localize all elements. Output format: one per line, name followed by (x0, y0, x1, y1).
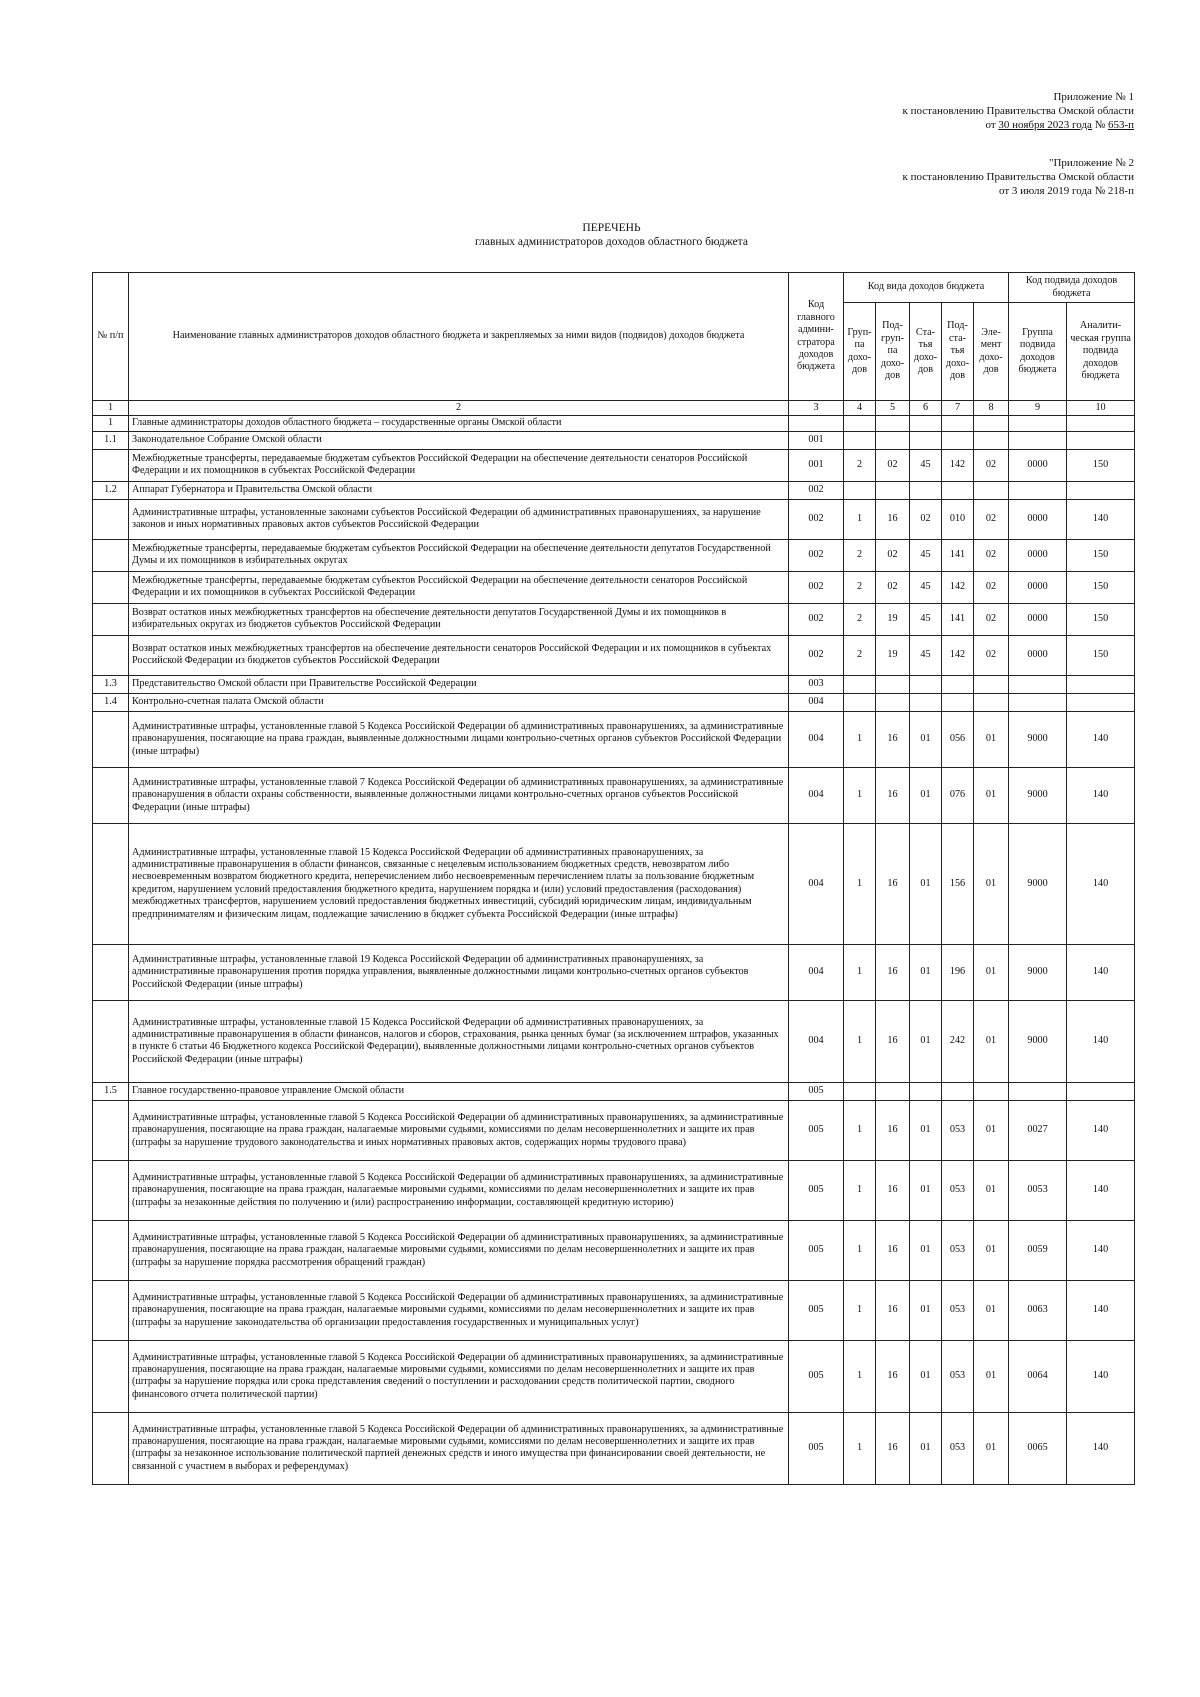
row-subkind-code (1009, 693, 1067, 711)
row-admin-code: 002 (789, 481, 844, 499)
row-subkind-code: 9000 (1009, 1000, 1067, 1082)
col-number: 4 (844, 401, 876, 416)
row-analytic: 140 (1067, 1100, 1135, 1160)
row-element: 01 (974, 1412, 1009, 1484)
row-analytic: 140 (1067, 1280, 1135, 1340)
row-group: 2 (844, 539, 876, 571)
row-num (93, 571, 129, 603)
row-name: Административные штрафы, установленные главой 5 Кодекса Российской Федерации об административных правонарушениях, за административные правонарушения, посягающие на права граждан, выявленные должностными лицами контрольно-счетных органов субъектов Российской Федерации (иные штрафы) (129, 711, 789, 767)
row-subgroup: 16 (876, 1160, 910, 1220)
row-group (844, 675, 876, 693)
row-element: 01 (974, 1340, 1009, 1412)
row-num (93, 711, 129, 767)
row-subgroup: 16 (876, 1100, 910, 1160)
row-name: Контрольно-счетная палата Омской области (129, 693, 789, 711)
header-subkind-group: Код подвида доходов бюджета (1009, 273, 1135, 303)
row-num: 1 (93, 416, 129, 431)
row-subarticle: 053 (942, 1280, 974, 1340)
row-subgroup: 16 (876, 767, 910, 823)
row-analytic: 150 (1067, 635, 1135, 675)
table-row (93, 416, 1135, 431)
row-subkind-code: 9000 (1009, 767, 1067, 823)
row-name: Административные штрафы, установленные главой 5 Кодекса Российской Федерации об административных правонарушениях, за административные правонарушения, посягающие на права граждан, налагаемые мировыми судьями, комиссиями по делам несовершеннолетних и защите их прав (штрафы за незаконное использование политической партией денежных средств и иного имущества при финансировании своей деятельности, не связанной с участием в выборах и референдумах) (129, 1412, 789, 1484)
row-name: Межбюджетные трансферты, передаваемые бюджетам субъектов Российской Федерации на обеспечение деятельности сенаторов Российской Федерации и их помощников в субъектах Российской Федерации (129, 449, 789, 481)
appendix-2-line1: "Приложение № 2 (1048, 157, 1134, 169)
table-row (93, 1160, 1135, 1220)
row-admin-code: 004 (789, 693, 844, 711)
row-subkind-code: 0000 (1009, 603, 1067, 635)
row-admin-code: 004 (789, 823, 844, 944)
row-element: 01 (974, 1160, 1009, 1220)
row-subarticle (942, 1082, 974, 1100)
row-element: 01 (974, 1100, 1009, 1160)
appendix-1-date: 30 ноября 2023 года (998, 119, 1092, 131)
row-subkind-code: 0000 (1009, 635, 1067, 675)
row-name: Межбюджетные трансферты, передаваемые бюджетам субъектов Российской Федерации на обеспечение деятельности сенаторов Российской Федерации и их помощников в субъектах Российской Федерации (129, 571, 789, 603)
header-subgroup: Под-груп-па дохо-дов (876, 303, 910, 401)
row-element: 02 (974, 499, 1009, 539)
row-subarticle: 141 (942, 603, 974, 635)
row-subgroup (876, 416, 910, 431)
row-num: 1.5 (93, 1082, 129, 1100)
row-admin-code: 004 (789, 1000, 844, 1082)
table-row (93, 499, 1135, 539)
table-row (93, 823, 1135, 944)
row-group: 1 (844, 711, 876, 767)
row-subarticle (942, 431, 974, 449)
row-subkind-code: 0064 (1009, 1340, 1067, 1412)
row-admin-code (789, 416, 844, 431)
row-article: 45 (910, 603, 942, 635)
row-admin-code: 005 (789, 1100, 844, 1160)
row-analytic: 150 (1067, 539, 1135, 571)
table-row (93, 1280, 1135, 1340)
row-name: Представительство Омской области при Правительстве Российской Федерации (129, 675, 789, 693)
row-admin-code: 005 (789, 1412, 844, 1484)
row-subkind-code (1009, 416, 1067, 431)
row-group: 1 (844, 1340, 876, 1412)
row-subarticle: 142 (942, 571, 974, 603)
row-analytic (1067, 693, 1135, 711)
column-numbers-row (93, 401, 1135, 416)
row-admin-code: 005 (789, 1160, 844, 1220)
row-num: 1.2 (93, 481, 129, 499)
table-row (93, 711, 1135, 767)
appendix-1-line2: к постановлению Правительства Омской области (902, 105, 1134, 117)
row-subkind-code: 0000 (1009, 499, 1067, 539)
row-subkind-code (1009, 675, 1067, 693)
row-element: 01 (974, 767, 1009, 823)
row-subarticle: 196 (942, 944, 974, 1000)
row-num (93, 539, 129, 571)
row-subkind-code (1009, 481, 1067, 499)
row-article: 45 (910, 539, 942, 571)
row-group (844, 1082, 876, 1100)
row-article: 01 (910, 767, 942, 823)
row-analytic: 140 (1067, 499, 1135, 539)
row-num (93, 1412, 129, 1484)
table-row (93, 603, 1135, 635)
row-subgroup: 16 (876, 1280, 910, 1340)
row-group: 1 (844, 944, 876, 1000)
row-element: 01 (974, 1280, 1009, 1340)
row-admin-code: 005 (789, 1082, 844, 1100)
row-element: 02 (974, 539, 1009, 571)
row-name: Административные штрафы, установленные главой 19 Кодекса Российской Федерации об административных правонарушениях, за административные правонарушения против порядка управления, выявленные должностными лицами контрольно-счетных органов субъектов Российской Федерации (иные штрафы) (129, 944, 789, 1000)
row-group: 1 (844, 1000, 876, 1082)
row-subgroup: 19 (876, 635, 910, 675)
row-subkind-code (1009, 1082, 1067, 1100)
header-article: Ста-тья дохо-дов (910, 303, 942, 401)
row-subkind-code: 9000 (1009, 944, 1067, 1000)
row-article: 01 (910, 823, 942, 944)
row-num (93, 603, 129, 635)
row-element: 02 (974, 449, 1009, 481)
row-subarticle: 053 (942, 1160, 974, 1220)
row-group: 1 (844, 767, 876, 823)
row-article: 01 (910, 1100, 942, 1160)
row-article: 01 (910, 1160, 942, 1220)
row-admin-code: 005 (789, 1220, 844, 1280)
row-num (93, 1220, 129, 1280)
row-element (974, 431, 1009, 449)
row-article (910, 481, 942, 499)
row-element: 01 (974, 1000, 1009, 1082)
appendix-1-header (903, 90, 1134, 132)
row-subarticle: 141 (942, 539, 974, 571)
row-group: 2 (844, 635, 876, 675)
row-group (844, 416, 876, 431)
row-subarticle: 242 (942, 1000, 974, 1082)
row-element: 01 (974, 1220, 1009, 1280)
row-element (974, 416, 1009, 431)
header-num: № п/п (93, 273, 129, 401)
appendix-2-header (903, 156, 1134, 198)
row-subgroup: 16 (876, 1000, 910, 1082)
table-row (93, 1100, 1135, 1160)
row-admin-code: 002 (789, 539, 844, 571)
row-subgroup: 02 (876, 449, 910, 481)
table-row (93, 675, 1135, 693)
appendix-1-line3: от 30 ноября 2023 года № 653-п (985, 119, 1134, 131)
row-article: 45 (910, 449, 942, 481)
table-row (93, 767, 1135, 823)
row-subarticle: 053 (942, 1100, 974, 1160)
row-subgroup (876, 1082, 910, 1100)
col-number: 5 (876, 401, 910, 416)
row-subgroup: 16 (876, 944, 910, 1000)
row-analytic: 140 (1067, 1340, 1135, 1412)
row-subarticle: 053 (942, 1220, 974, 1280)
row-element: 02 (974, 571, 1009, 603)
row-element: 01 (974, 711, 1009, 767)
appendix-2-line2: к постановлению Правительства Омской области (902, 171, 1134, 183)
col-number: 2 (129, 401, 789, 416)
row-subkind-code: 0059 (1009, 1220, 1067, 1280)
row-admin-code: 002 (789, 499, 844, 539)
row-subkind-code: 0000 (1009, 571, 1067, 603)
header-kind-group: Код вида доходов бюджета (844, 273, 1009, 303)
row-subarticle: 076 (942, 767, 974, 823)
row-group: 1 (844, 1280, 876, 1340)
row-num: 1.4 (93, 693, 129, 711)
row-group: 2 (844, 449, 876, 481)
col-number: 6 (910, 401, 942, 416)
row-num (93, 944, 129, 1000)
row-num (93, 1340, 129, 1412)
row-analytic: 150 (1067, 449, 1135, 481)
row-num (93, 635, 129, 675)
row-article: 45 (910, 635, 942, 675)
col-number: 9 (1009, 401, 1067, 416)
row-article: 02 (910, 499, 942, 539)
header-name: Наименование главных администраторов доходов областного бюджета и закрепляемых за ними видов (подвидов) доходов бюджета (129, 273, 789, 401)
row-element (974, 1082, 1009, 1100)
row-subarticle: 142 (942, 449, 974, 481)
row-subkind-code: 0053 (1009, 1160, 1067, 1220)
row-admin-code: 002 (789, 635, 844, 675)
row-num (93, 1000, 129, 1082)
row-name: Главные администраторы доходов областного бюджета – государственные органы Омской области (129, 416, 789, 431)
row-group: 2 (844, 603, 876, 635)
row-subgroup: 19 (876, 603, 910, 635)
row-subgroup: 16 (876, 1220, 910, 1280)
row-subgroup: 16 (876, 711, 910, 767)
title-main: ПЕРЕЧЕНЬ (582, 222, 641, 234)
row-subarticle: 156 (942, 823, 974, 944)
row-subarticle (942, 481, 974, 499)
header-element: Эле-мент дохо-дов (974, 303, 1009, 401)
row-name: Возврат остатков иных межбюджетных трансфертов на обеспечение деятельности депутатов Государственной Думы и их помощников в избирательных округах из бюджетов субъектов Российской Федерации (129, 603, 789, 635)
row-subgroup: 16 (876, 1340, 910, 1412)
row-analytic: 150 (1067, 603, 1135, 635)
row-subgroup: 02 (876, 571, 910, 603)
row-group: 1 (844, 1412, 876, 1484)
row-num (93, 767, 129, 823)
row-name: Административные штрафы, установленные законами субъектов Российской Федерации об административных правонарушениях, за нарушение законов и иных нормативных правовых актов субъектов Российской Федерации (129, 499, 789, 539)
document-title (0, 221, 1200, 249)
row-subarticle (942, 693, 974, 711)
row-admin-code: 004 (789, 944, 844, 1000)
row-subkind-code: 0063 (1009, 1280, 1067, 1340)
row-name: Межбюджетные трансферты, передаваемые бюджетам субъектов Российской Федерации на обеспечение деятельности депутатов Государственной Думы и их помощников в избирательных округах (129, 539, 789, 571)
row-element: 02 (974, 635, 1009, 675)
title-sub: главных администраторов доходов областного бюджета (475, 236, 748, 248)
row-article: 01 (910, 1000, 942, 1082)
row-subkind-code: 9000 (1009, 711, 1067, 767)
row-group: 1 (844, 1160, 876, 1220)
row-analytic (1067, 416, 1135, 431)
header-subkind-code: Группа подвида доходов бюджета (1009, 303, 1067, 401)
row-name: Административные штрафы, установленные главой 5 Кодекса Российской Федерации об административных правонарушениях, за административные правонарушения, посягающие на права граждан, налагаемые мировыми судьями, комиссиями по делам несовершеннолетних и защите их прав (штрафы за нарушение законодательства об организации предоставления государственных и муниципальных услуг) (129, 1280, 789, 1340)
row-group: 2 (844, 571, 876, 603)
row-name: Административные штрафы, установленные главой 7 Кодекса Российской Федерации об административных правонарушениях, за административные правонарушения в области охраны собственности, выявленные должностными лицами контрольно-счетных органов субъектов Российской Федерации (иные штрафы) (129, 767, 789, 823)
row-subgroup (876, 481, 910, 499)
row-admin-code: 001 (789, 431, 844, 449)
table-row (93, 693, 1135, 711)
row-admin-code: 005 (789, 1280, 844, 1340)
row-analytic: 140 (1067, 767, 1135, 823)
row-name: Возврат остатков иных межбюджетных трансфертов на обеспечение деятельности сенаторов Российской Федерации и их помощников в субъектах Российской Федерации из бюджетов субъектов Российской Федерации (129, 635, 789, 675)
row-group: 1 (844, 1220, 876, 1280)
row-subgroup: 16 (876, 499, 910, 539)
header-analytic: Аналити-ческая группа подвида доходов бюджета (1067, 303, 1135, 401)
row-article: 01 (910, 1412, 942, 1484)
row-num (93, 499, 129, 539)
row-analytic (1067, 675, 1135, 693)
row-subarticle (942, 675, 974, 693)
row-num (93, 449, 129, 481)
row-subgroup (876, 693, 910, 711)
row-article: 01 (910, 1280, 942, 1340)
row-subarticle: 053 (942, 1340, 974, 1412)
row-name: Главное государственно-правовое управление Омской области (129, 1082, 789, 1100)
row-element (974, 481, 1009, 499)
table-row (93, 481, 1135, 499)
row-num (93, 1100, 129, 1160)
row-name: Административные штрафы, установленные главой 5 Кодекса Российской Федерации об административных правонарушениях, за административные правонарушения, посягающие на права граждан, налагаемые мировыми судьями, комиссиями по делам несовершеннолетних и защите их прав (штрафы за нарушение порядка или срока представления сведений о поступлении и расходовании средств политической партии, сводного финансового отчета политической партии) (129, 1340, 789, 1412)
row-analytic: 140 (1067, 823, 1135, 944)
table-body (93, 416, 1135, 1484)
header-subarticle: Под-ста-тья дохо-дов (942, 303, 974, 401)
row-analytic (1067, 431, 1135, 449)
row-element: 02 (974, 603, 1009, 635)
table-row (93, 1220, 1135, 1280)
row-article: 01 (910, 1220, 942, 1280)
row-group: 1 (844, 1100, 876, 1160)
row-subkind-code: 0000 (1009, 539, 1067, 571)
row-subarticle: 053 (942, 1412, 974, 1484)
row-subkind-code (1009, 431, 1067, 449)
table-row (93, 1412, 1135, 1484)
row-name: Административные штрафы, установленные главой 5 Кодекса Российской Федерации об административных правонарушениях, за административные правонарушения, посягающие на права граждан, налагаемые мировыми судьями, комиссиями по делам несовершеннолетних и защите их прав (штрафы за нарушение трудового законодательства и иных нормативных правовых актов, содержащих нормы трудового права) (129, 1100, 789, 1160)
table-row (93, 1000, 1135, 1082)
row-name: Административные штрафы, установленные главой 15 Кодекса Российской Федерации об административных правонарушениях, за административные правонарушения в области финансов, налогов и сборов, страхования, рынка ценных бумаг (за исключением штрафов, указанных в пункте 6 статьи 46 Бюджетного кодекса Российской Федерации), выявленные должностными лицами контрольно-счетных органов субъектов Российской Федерации (иные штрафы) (129, 1000, 789, 1082)
row-analytic: 140 (1067, 1412, 1135, 1484)
row-admin-code: 004 (789, 767, 844, 823)
row-subgroup (876, 675, 910, 693)
col-number: 8 (974, 401, 1009, 416)
table-row (93, 944, 1135, 1000)
appendix-2-line3: от 3 июля 2019 года № 218-п (999, 185, 1134, 197)
row-num (93, 823, 129, 944)
row-article (910, 1082, 942, 1100)
table-row (93, 449, 1135, 481)
row-admin-code: 003 (789, 675, 844, 693)
row-subarticle (942, 416, 974, 431)
row-group (844, 431, 876, 449)
row-article: 01 (910, 1340, 942, 1412)
appendix-1-line1: Приложение № 1 (1053, 91, 1134, 103)
row-analytic: 140 (1067, 711, 1135, 767)
row-group (844, 481, 876, 499)
row-subarticle: 142 (942, 635, 974, 675)
row-element (974, 693, 1009, 711)
revenue-administrators-table (92, 272, 1135, 1485)
row-admin-code: 001 (789, 449, 844, 481)
row-num (93, 1280, 129, 1340)
row-subgroup: 16 (876, 1412, 910, 1484)
row-analytic: 140 (1067, 944, 1135, 1000)
col-number: 10 (1067, 401, 1135, 416)
row-subkind-code: 9000 (1009, 823, 1067, 944)
table-row (93, 1082, 1135, 1100)
col-number: 3 (789, 401, 844, 416)
row-name: Законодательное Собрание Омской области (129, 431, 789, 449)
row-analytic (1067, 481, 1135, 499)
row-analytic: 150 (1067, 571, 1135, 603)
row-num (93, 1160, 129, 1220)
row-article (910, 693, 942, 711)
row-num: 1.1 (93, 431, 129, 449)
header-group: Груп-па дохо-дов (844, 303, 876, 401)
row-num: 1.3 (93, 675, 129, 693)
row-subgroup: 02 (876, 539, 910, 571)
row-element: 01 (974, 823, 1009, 944)
row-analytic: 140 (1067, 1000, 1135, 1082)
row-name: Административные штрафы, установленные главой 15 Кодекса Российской Федерации об административных правонарушениях, за административные правонарушения в области финансов, связанные с нецелевым использованием бюджетных средств, невозвратом либо несвоевременным возвратом бюджетного кредита, неперечислением либо несвоевременным перечислением платы за пользование бюджетным кредитом, нарушением условий предоставления бюджетного кредита, нарушением порядка и (или) условий предоставления (расходования) межбюджетных трансфертов, нарушением условий предоставления бюджетных инвестиций, субсидий юридическим лицам, индивидуальным предпринимателям и физическим лицам, подлежащие зачислению в бюджет субъекта Российской Федерации (иные штрафы) (129, 823, 789, 944)
row-admin-code: 002 (789, 603, 844, 635)
row-subkind-code: 0027 (1009, 1100, 1067, 1160)
row-subarticle: 010 (942, 499, 974, 539)
row-article (910, 416, 942, 431)
table-header (93, 273, 1135, 416)
table-row (93, 635, 1135, 675)
row-subgroup: 16 (876, 823, 910, 944)
row-article (910, 431, 942, 449)
row-element: 01 (974, 944, 1009, 1000)
row-subkind-code: 0000 (1009, 449, 1067, 481)
row-subgroup (876, 431, 910, 449)
row-group: 1 (844, 823, 876, 944)
row-analytic: 140 (1067, 1220, 1135, 1280)
row-article: 01 (910, 711, 942, 767)
header-admin-code: Код главного админи-стратора доходов бюджета (789, 273, 844, 401)
row-subkind-code: 0065 (1009, 1412, 1067, 1484)
row-article: 01 (910, 944, 942, 1000)
row-name: Аппарат Губернатора и Правительства Омской области (129, 481, 789, 499)
row-article (910, 675, 942, 693)
appendix-1-number: 653-п (1107, 119, 1134, 131)
table-row (93, 539, 1135, 571)
row-admin-code: 005 (789, 1340, 844, 1412)
table-row (93, 1340, 1135, 1412)
row-admin-code: 004 (789, 711, 844, 767)
row-group: 1 (844, 499, 876, 539)
col-number: 7 (942, 401, 974, 416)
row-admin-code: 002 (789, 571, 844, 603)
row-name: Административные штрафы, установленные главой 5 Кодекса Российской Федерации об административных правонарушениях, за административные правонарушения, посягающие на права граждан, налагаемые мировыми судьями, комиссиями по делам несовершеннолетних и защите их прав (штрафы за незаконные действия по получению и (или) распространению информации, составляющей кредитную историю) (129, 1160, 789, 1220)
row-element (974, 675, 1009, 693)
row-subarticle: 056 (942, 711, 974, 767)
row-group (844, 693, 876, 711)
row-article: 45 (910, 571, 942, 603)
table-row (93, 431, 1135, 449)
row-analytic (1067, 1082, 1135, 1100)
col-number: 1 (93, 401, 129, 416)
table-row (93, 571, 1135, 603)
row-analytic: 140 (1067, 1160, 1135, 1220)
row-name: Административные штрафы, установленные главой 5 Кодекса Российской Федерации об административных правонарушениях, за административные правонарушения, посягающие на права граждан, налагаемые мировыми судьями, комиссиями по делам несовершеннолетних и защите их прав (штрафы за нарушение порядка рассмотрения обращений граждан) (129, 1220, 789, 1280)
